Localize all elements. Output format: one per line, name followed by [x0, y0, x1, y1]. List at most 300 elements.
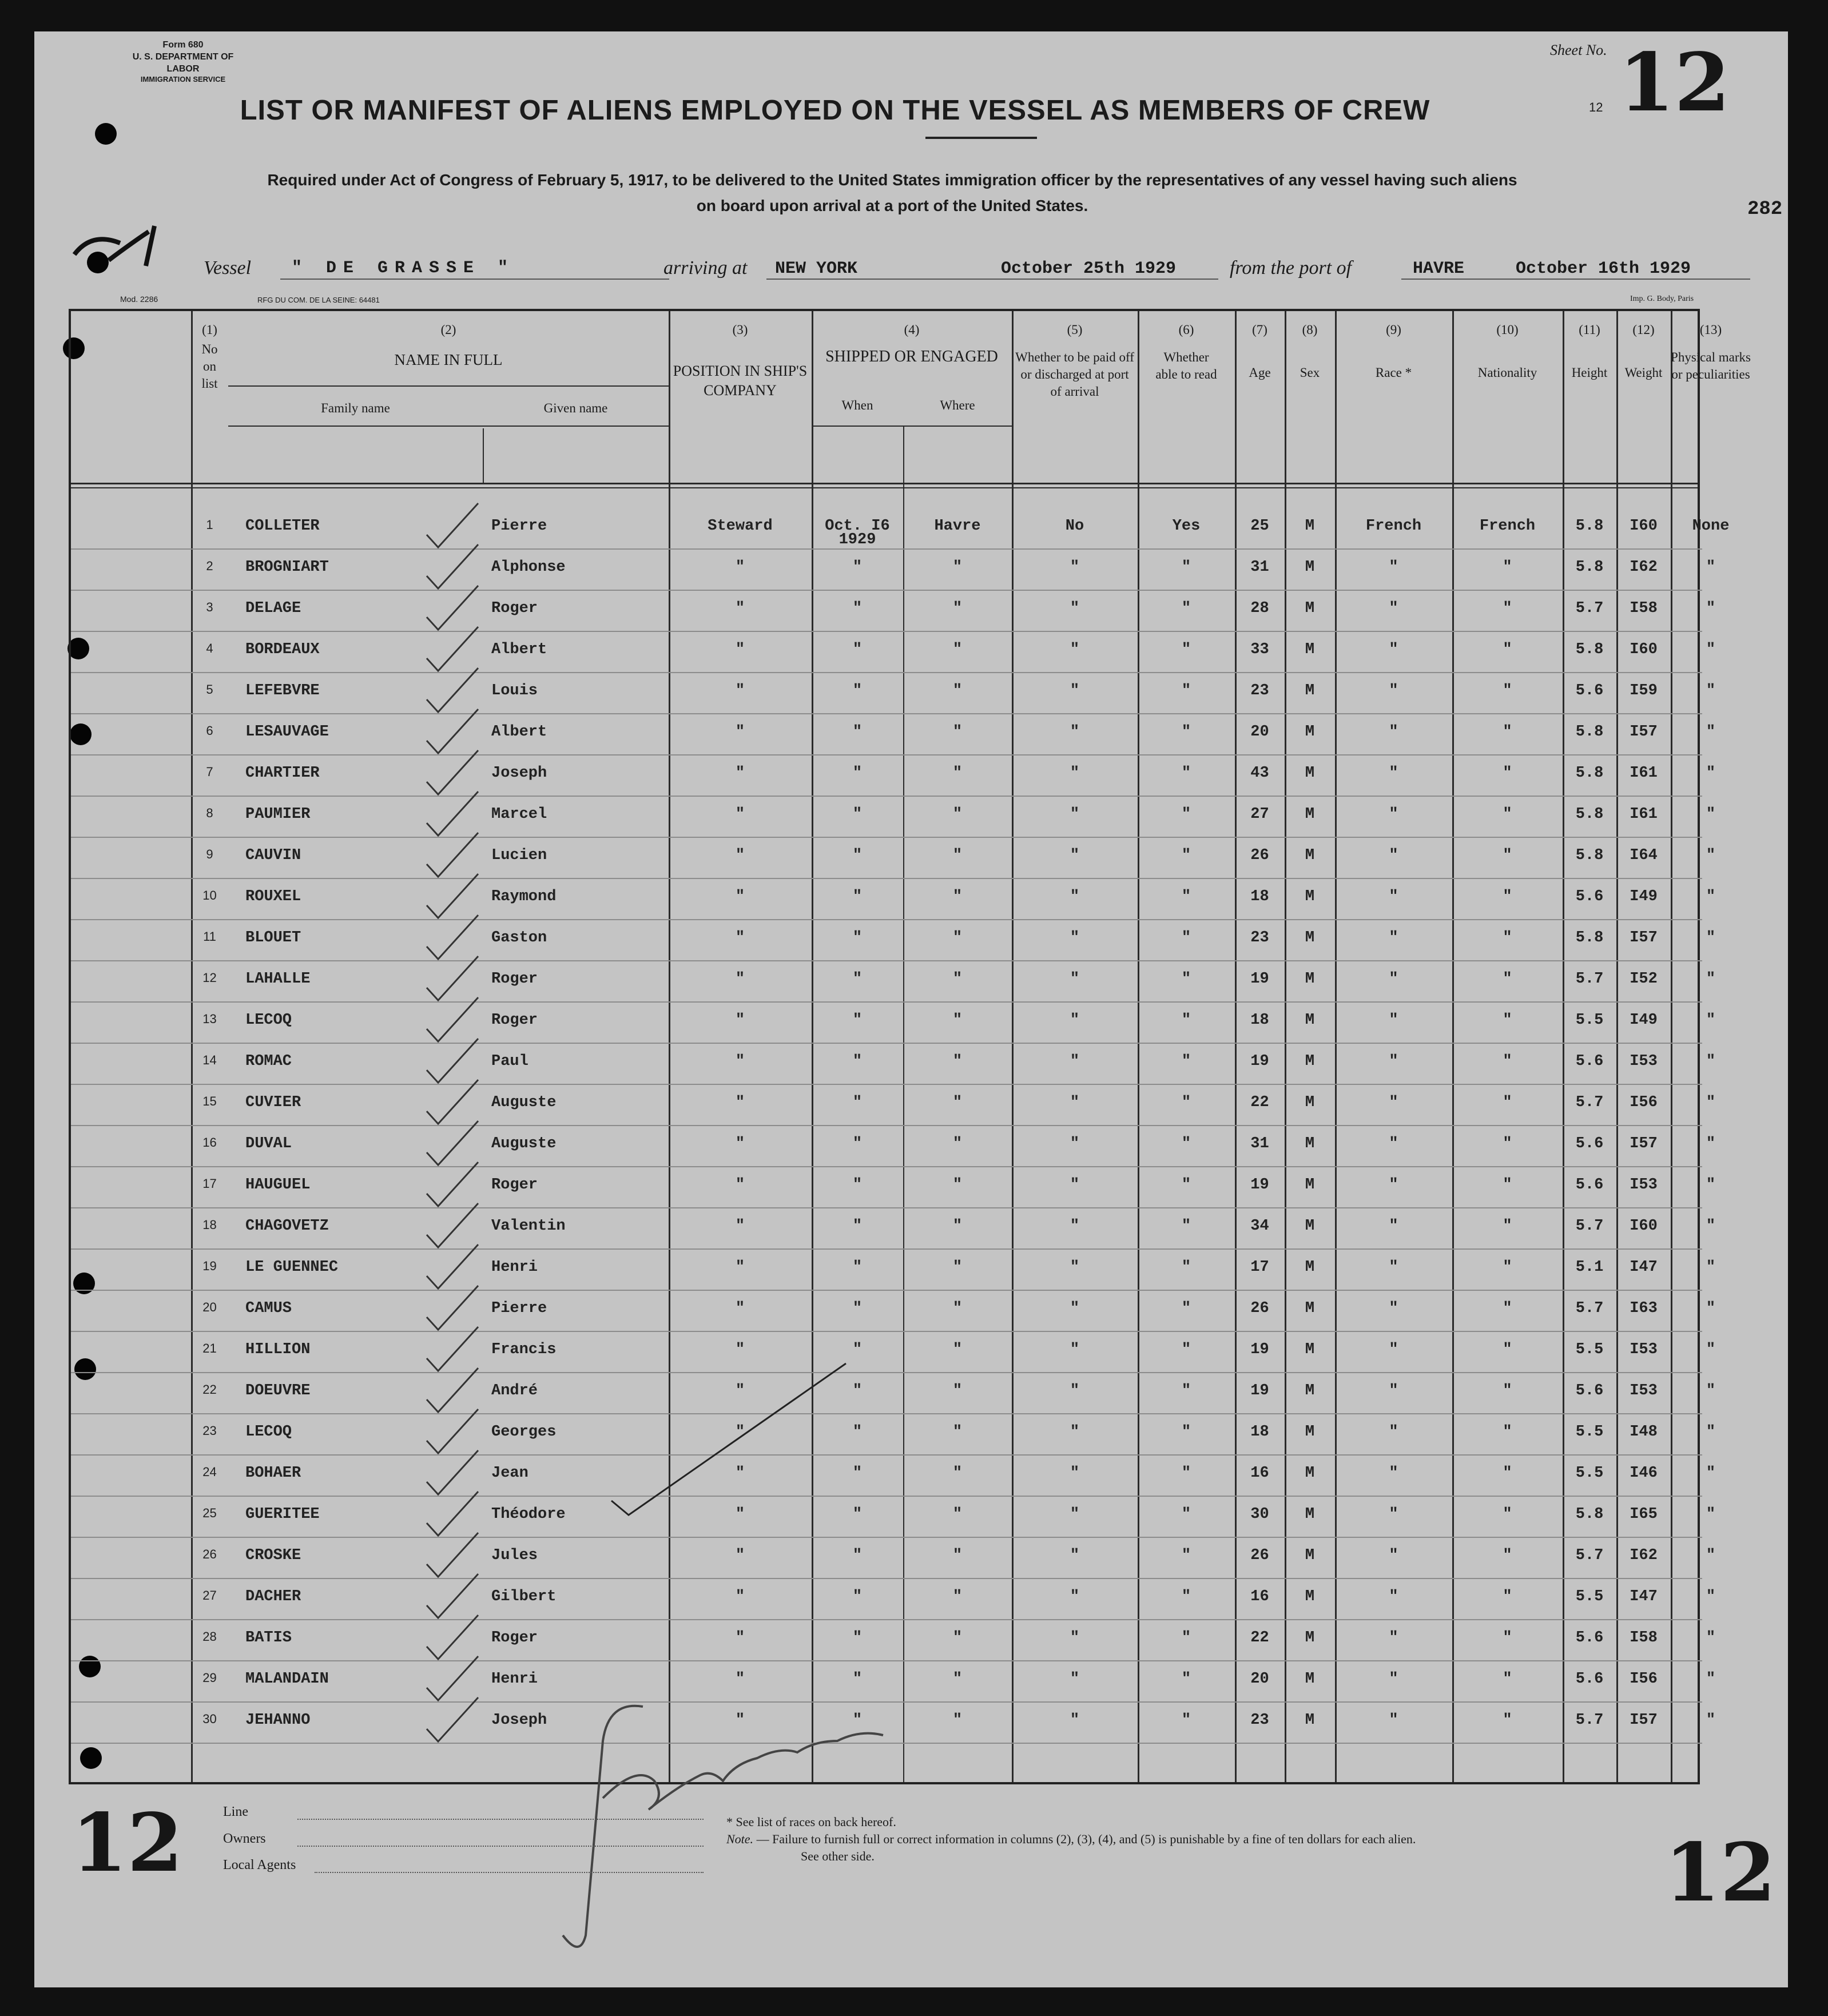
cell-height: 5.6 — [1575, 1629, 1604, 1647]
cell-nationality: " — [1503, 1259, 1512, 1276]
cell-family: LESAUVAGE — [245, 723, 329, 741]
cell-age: 28 — [1250, 600, 1269, 617]
cell-weight: I58 — [1630, 600, 1658, 617]
cell-read: " — [1181, 1341, 1191, 1358]
cell-read: " — [1181, 765, 1191, 782]
cell-marks: " — [1706, 1465, 1716, 1482]
table-row — [71, 1167, 1716, 1208]
cell-paid: " — [1070, 1382, 1080, 1399]
cell-family: HAUGUEL — [245, 1176, 311, 1194]
cell-race: " — [1389, 1506, 1398, 1523]
cell-family: LECOQ — [245, 1012, 292, 1029]
cell-nationality: " — [1503, 1300, 1512, 1317]
cell-family: DACHER — [245, 1588, 301, 1605]
cell-nationality: " — [1503, 1712, 1512, 1729]
cell-no: 19 — [202, 1259, 217, 1273]
cell-race: " — [1389, 1176, 1398, 1194]
cell-height: 5.8 — [1575, 806, 1604, 823]
cell-sex: M — [1305, 1218, 1315, 1235]
cell-sex: M — [1305, 1382, 1315, 1399]
check-stroke-icon — [606, 1358, 852, 1541]
col3-number: (3) — [732, 323, 748, 337]
table-row — [71, 1497, 1716, 1538]
see-other-side: See other side. — [801, 1849, 875, 1863]
cell-nationality: " — [1503, 1094, 1512, 1111]
cell-marks: None — [1692, 518, 1730, 535]
cell-sex: M — [1305, 1506, 1315, 1523]
cell-when-year: 1929 — [839, 531, 876, 548]
cell-where: " — [952, 765, 963, 782]
cell-sex: M — [1305, 1341, 1315, 1358]
cell-no: 25 — [202, 1506, 217, 1520]
cell-weight: I60 — [1630, 641, 1658, 658]
cell-given: Marcel — [491, 806, 547, 823]
cell-position: " — [735, 723, 745, 741]
cell-where: " — [952, 1176, 963, 1194]
cell-read: " — [1181, 1671, 1191, 1688]
arrival-date: October 25th 1929 — [1001, 259, 1177, 279]
cell-read: " — [1181, 1176, 1191, 1194]
cell-nationality: " — [1503, 929, 1512, 947]
cell-given: Francis — [491, 1341, 557, 1358]
cell-height: 5.6 — [1575, 1176, 1604, 1194]
col7-number: (7) — [1252, 323, 1267, 337]
cell-sex: M — [1305, 682, 1315, 699]
cell-given: Roger — [491, 1012, 538, 1029]
from-port-label: from the port of — [1230, 257, 1352, 279]
table-row — [71, 1456, 1716, 1497]
cell-family: BATIS — [245, 1629, 292, 1647]
col-given-name-header: Given name — [543, 401, 608, 415]
cell-marks: " — [1706, 1547, 1716, 1564]
cell-given: Auguste — [491, 1135, 557, 1152]
cell-given: Louis — [491, 682, 538, 699]
cell-given: Gilbert — [491, 1588, 557, 1605]
col-sex-header: Sex — [1300, 365, 1320, 380]
check-mark-icon — [421, 1695, 484, 1746]
cell-race: " — [1389, 1588, 1398, 1605]
cell-position: " — [735, 1506, 745, 1523]
cell-race: " — [1389, 1465, 1398, 1482]
cell-marks: " — [1706, 1712, 1716, 1729]
table-row — [71, 879, 1716, 920]
cell-when: " — [852, 1218, 863, 1235]
cell-sex: M — [1305, 1671, 1315, 1688]
cell-sex: M — [1305, 641, 1315, 658]
sheet-number-small: 12 — [1589, 100, 1603, 114]
cell-height: 5.5 — [1575, 1341, 1604, 1358]
cell-height: 5.8 — [1575, 1506, 1604, 1523]
cell-when: " — [852, 1712, 863, 1729]
col-list-number-header: No on list — [201, 341, 218, 391]
cell-paid: " — [1070, 1506, 1080, 1523]
col5-number: (5) — [1067, 323, 1083, 337]
cell-position: " — [735, 1053, 745, 1070]
cell-family: DUVAL — [245, 1135, 292, 1152]
cell-paid: " — [1070, 1547, 1080, 1564]
cell-when: " — [852, 1176, 863, 1194]
cell-no: 30 — [202, 1712, 217, 1726]
cell-height: 5.7 — [1575, 1712, 1604, 1729]
col8-number: (8) — [1302, 323, 1318, 337]
note-label: Note. — [726, 1832, 754, 1846]
cell-given: Roger — [491, 971, 538, 988]
table-row — [71, 673, 1716, 714]
cell-given: Raymond — [491, 888, 557, 905]
cell-weight: I64 — [1630, 847, 1658, 864]
cell-no: 3 — [206, 600, 213, 614]
cell-paid: " — [1070, 600, 1080, 617]
table-row — [71, 1250, 1716, 1291]
cell-when: " — [852, 1012, 863, 1029]
cell-no: 17 — [202, 1176, 217, 1191]
cell-position: " — [735, 1135, 745, 1152]
cell-nationality: " — [1503, 1382, 1512, 1399]
cell-paid: " — [1070, 641, 1080, 658]
cell-sex: M — [1305, 1465, 1315, 1482]
cell-where: " — [952, 1135, 963, 1152]
cell-position: " — [735, 641, 745, 658]
cell-where: " — [952, 1629, 963, 1647]
cell-height: 5.6 — [1575, 1135, 1604, 1152]
cell-no: 22 — [202, 1382, 217, 1397]
cell-race: French — [1365, 518, 1422, 535]
cell-age: 19 — [1250, 1053, 1269, 1070]
cell-age: 31 — [1250, 559, 1269, 576]
cell-weight: I57 — [1630, 1135, 1658, 1152]
table-row — [71, 1620, 1716, 1661]
cell-weight: I59 — [1630, 682, 1658, 699]
local-agents-label: Local Agents — [223, 1858, 296, 1872]
cell-weight: I57 — [1630, 1712, 1658, 1729]
cell-no: 8 — [206, 806, 213, 820]
cell-marks: " — [1706, 929, 1716, 947]
cell-nationality: " — [1503, 682, 1512, 699]
cell-position: " — [735, 1341, 745, 1358]
cell-race: " — [1389, 847, 1398, 864]
cell-family: CAUVIN — [245, 847, 301, 864]
cell-position: " — [735, 682, 745, 699]
cell-where: " — [952, 1465, 963, 1482]
cell-weight: I53 — [1630, 1176, 1658, 1194]
col-paid-off-header: Whether to be paid off or discharged at port of arrival — [1015, 349, 1134, 399]
cell-no: 29 — [202, 1671, 217, 1685]
cell-read: " — [1181, 1588, 1191, 1605]
table-row — [71, 1538, 1716, 1579]
cell-weight: I53 — [1630, 1382, 1658, 1399]
col-where-header: Where — [940, 398, 975, 412]
manifest-sheet — [34, 31, 1788, 1987]
cell-weight: I58 — [1630, 1629, 1658, 1647]
page-title: LIST OR MANIFEST OF ALIENS EMPLOYED ON THE VESSEL AS MEMBERS OF CREW — [240, 95, 1430, 126]
cell-paid: " — [1070, 765, 1080, 782]
col-age-header: Age — [1249, 365, 1271, 380]
cell-read: " — [1181, 1259, 1191, 1276]
cell-race: " — [1389, 1382, 1398, 1399]
cell-read: " — [1181, 1629, 1191, 1647]
cell-race: " — [1389, 1094, 1398, 1111]
cell-paid: " — [1070, 1341, 1080, 1358]
cell-marks: " — [1706, 1382, 1716, 1399]
cell-no: 6 — [206, 723, 213, 738]
cell-where: " — [952, 1712, 963, 1729]
cell-height: 5.5 — [1575, 1465, 1604, 1482]
cell-given: Lucien — [491, 847, 547, 864]
title-underline — [925, 137, 1037, 139]
line-label: Line — [223, 1804, 248, 1819]
cell-no: 16 — [202, 1135, 217, 1150]
cell-paid: " — [1070, 1176, 1080, 1194]
cell-no: 11 — [203, 929, 216, 944]
cell-when: " — [852, 1465, 863, 1482]
cell-age: 25 — [1250, 518, 1269, 535]
cell-paid: " — [1070, 1712, 1080, 1729]
cell-weight: I52 — [1630, 971, 1658, 988]
cell-marks: " — [1706, 1135, 1716, 1152]
cell-nationality: " — [1503, 1671, 1512, 1688]
cell-given: Roger — [491, 600, 538, 617]
cell-read: " — [1181, 1547, 1191, 1564]
col-position-header: POSITION IN SHIP'S COMPANY — [673, 362, 808, 399]
cell-position: Steward — [708, 518, 773, 535]
col-marks-header: Physical marks or peculiarities — [1671, 349, 1751, 381]
cell-given: Paul — [491, 1053, 528, 1070]
cell-when: " — [852, 1547, 863, 1564]
cell-age: 19 — [1250, 1382, 1269, 1399]
cell-family: ROUXEL — [245, 888, 301, 905]
cell-marks: " — [1706, 1012, 1716, 1029]
cell-race: " — [1389, 559, 1398, 576]
cell-race: " — [1389, 765, 1398, 782]
cell-marks: " — [1706, 1629, 1716, 1647]
table-row — [71, 1332, 1716, 1373]
table-row — [71, 920, 1716, 961]
col-when-header: When — [841, 398, 873, 412]
cell-where: " — [952, 1423, 963, 1441]
cell-given: Gaston — [491, 929, 547, 947]
cell-given: Théodore — [491, 1506, 566, 1523]
cell-age: 26 — [1250, 847, 1269, 864]
cell-weight: I65 — [1630, 1506, 1658, 1523]
cell-when: " — [852, 1135, 863, 1152]
table-row — [71, 550, 1716, 591]
table-row — [71, 838, 1716, 879]
cell-age: 34 — [1250, 1218, 1269, 1235]
cell-paid: " — [1070, 1259, 1080, 1276]
cell-age: 23 — [1250, 929, 1269, 947]
cell-nationality: " — [1503, 1341, 1512, 1358]
cell-marks: " — [1706, 806, 1716, 823]
cell-marks: " — [1706, 1671, 1716, 1688]
cell-no: 28 — [202, 1629, 217, 1644]
cell-race: " — [1389, 600, 1398, 617]
col9-number: (9) — [1386, 323, 1401, 337]
cell-weight: I56 — [1630, 1094, 1658, 1111]
col4-number: (4) — [904, 323, 920, 337]
cell-when: " — [852, 765, 863, 782]
mod-number: Mod. 2286 — [120, 295, 158, 304]
cell-family: JEHANNO — [245, 1712, 311, 1729]
cell-read: " — [1181, 929, 1191, 947]
cell-weight: I60 — [1630, 1218, 1658, 1235]
cell-family: MALANDAIN — [245, 1671, 329, 1688]
cell-position: " — [735, 1465, 745, 1482]
col-name-header: NAME IN FULL — [394, 351, 503, 368]
cell-sex: M — [1305, 723, 1315, 741]
cell-no: 10 — [202, 888, 217, 902]
cell-paid: " — [1070, 682, 1080, 699]
cell-read: " — [1181, 1053, 1191, 1070]
owners-label: Owners — [223, 1831, 266, 1846]
cell-read: " — [1181, 971, 1191, 988]
cell-marks: " — [1706, 1053, 1716, 1070]
cell-where: " — [952, 1218, 963, 1235]
cell-sex: M — [1305, 1629, 1315, 1647]
cell-position: " — [735, 1423, 745, 1441]
cell-given: Pierre — [491, 1300, 547, 1317]
cell-when: " — [852, 682, 863, 699]
service-name: IMMIGRATION SERVICE — [140, 75, 226, 84]
cell-when: " — [852, 1300, 863, 1317]
cell-when: " — [852, 971, 863, 988]
cell-age: 19 — [1250, 1176, 1269, 1194]
cell-age: 22 — [1250, 1094, 1269, 1111]
col12-number: (12) — [1632, 323, 1655, 337]
cell-sex: M — [1305, 1176, 1315, 1194]
cell-paid: " — [1070, 559, 1080, 576]
departure-port: HAVRE — [1413, 259, 1465, 279]
cell-race: " — [1389, 1423, 1398, 1441]
col-race-header: Race * — [1375, 365, 1412, 380]
cell-nationality: " — [1503, 765, 1512, 782]
cell-given: Henri — [491, 1259, 538, 1276]
cell-no: 7 — [206, 765, 213, 779]
cell-given: Alphonse — [491, 559, 566, 576]
cell-marks: " — [1706, 1506, 1716, 1523]
cell-read: " — [1181, 1094, 1191, 1111]
cell-given: Georges — [491, 1423, 557, 1441]
cell-marks: " — [1706, 559, 1716, 576]
col1-number: (1) — [202, 323, 217, 337]
cell-family: CUVIER — [245, 1094, 301, 1111]
cell-position: " — [735, 1300, 745, 1317]
subtitle-line-2: on board upon arrival at a port of the United States. — [696, 196, 1088, 214]
cell-race: " — [1389, 1629, 1398, 1647]
cell-paid: " — [1070, 1465, 1080, 1482]
cell-height: 5.6 — [1575, 1671, 1604, 1688]
col-nationality-header: Nationality — [1477, 365, 1537, 380]
cell-read: " — [1181, 600, 1191, 617]
cell-nationality: " — [1503, 1218, 1512, 1235]
cell-weight: I46 — [1630, 1465, 1658, 1482]
cell-marks: " — [1706, 971, 1716, 988]
cell-nationality: " — [1503, 1629, 1512, 1647]
cell-paid: " — [1070, 929, 1080, 947]
cell-where: " — [952, 806, 963, 823]
cell-weight: I49 — [1630, 888, 1658, 905]
cell-age: 19 — [1250, 1341, 1269, 1358]
cell-when: " — [852, 1671, 863, 1688]
cell-position: " — [735, 1547, 745, 1564]
cell-where: " — [952, 971, 963, 988]
vessel-label: Vessel — [204, 257, 252, 279]
cell-race: " — [1389, 1259, 1398, 1276]
cell-family: PAUMIER — [245, 806, 311, 823]
cell-height: 5.7 — [1575, 1300, 1604, 1317]
cell-race: " — [1389, 971, 1398, 988]
departure-date: October 16th 1929 — [1516, 259, 1691, 279]
arriving-label: arriving at — [663, 257, 748, 279]
cell-sex: M — [1305, 929, 1315, 947]
cell-given: Albert — [491, 723, 547, 741]
cell-position: " — [735, 600, 745, 617]
page-reference: 282 — [1747, 198, 1783, 220]
cell-where: " — [952, 888, 963, 905]
cell-position: " — [735, 1712, 745, 1729]
cell-read: " — [1181, 1300, 1191, 1317]
cell-marks: " — [1706, 1341, 1716, 1358]
cell-family: BORDEAUX — [245, 641, 320, 658]
cell-paid: " — [1070, 1671, 1080, 1688]
cell-when: " — [852, 1053, 863, 1070]
cell-age: 22 — [1250, 1629, 1269, 1647]
cell-marks: " — [1706, 765, 1716, 782]
col13-number: (13) — [1699, 323, 1722, 337]
table-row — [71, 1208, 1716, 1250]
cell-sex: M — [1305, 559, 1315, 576]
cell-paid: " — [1070, 1218, 1080, 1235]
cell-no: 12 — [202, 971, 217, 985]
cell-when: " — [852, 929, 863, 947]
cell-position: " — [735, 929, 745, 947]
cell-family: HILLION — [245, 1341, 311, 1358]
table-row — [71, 961, 1716, 1003]
cell-when: " — [852, 806, 863, 823]
cell-when: " — [852, 1382, 863, 1399]
cell-position: " — [735, 1382, 745, 1399]
table-row — [71, 632, 1716, 673]
cell-given: Jules — [491, 1547, 538, 1564]
col11-number: (11) — [1579, 323, 1600, 337]
cell-weight: I61 — [1630, 806, 1658, 823]
cell-race: " — [1389, 682, 1398, 699]
cell-sex: M — [1305, 1547, 1315, 1564]
cell-no: 2 — [206, 559, 213, 573]
cell-marks: " — [1706, 888, 1716, 905]
cell-where: " — [952, 1012, 963, 1029]
table-row — [71, 1126, 1716, 1167]
cell-read: " — [1181, 1135, 1191, 1152]
cell-height: 5.8 — [1575, 847, 1604, 864]
cell-height: 5.6 — [1575, 1053, 1604, 1070]
cell-no: 24 — [202, 1465, 217, 1479]
cell-nationality: " — [1503, 1135, 1512, 1152]
cell-age: 23 — [1250, 682, 1269, 699]
cell-height: 5.7 — [1575, 1218, 1604, 1235]
cell-read: " — [1181, 806, 1191, 823]
cell-race: " — [1389, 929, 1398, 947]
cell-height: 5.6 — [1575, 1382, 1604, 1399]
cell-height: 5.5 — [1575, 1423, 1604, 1441]
cell-height: 5.7 — [1575, 1547, 1604, 1564]
cell-when: " — [852, 1423, 863, 1441]
cell-position: " — [735, 1588, 745, 1605]
cell-sex: M — [1305, 847, 1315, 864]
cell-paid: " — [1070, 888, 1080, 905]
cell-where: " — [952, 1341, 963, 1358]
cell-where: " — [952, 1671, 963, 1688]
cell-age: 18 — [1250, 1012, 1269, 1029]
